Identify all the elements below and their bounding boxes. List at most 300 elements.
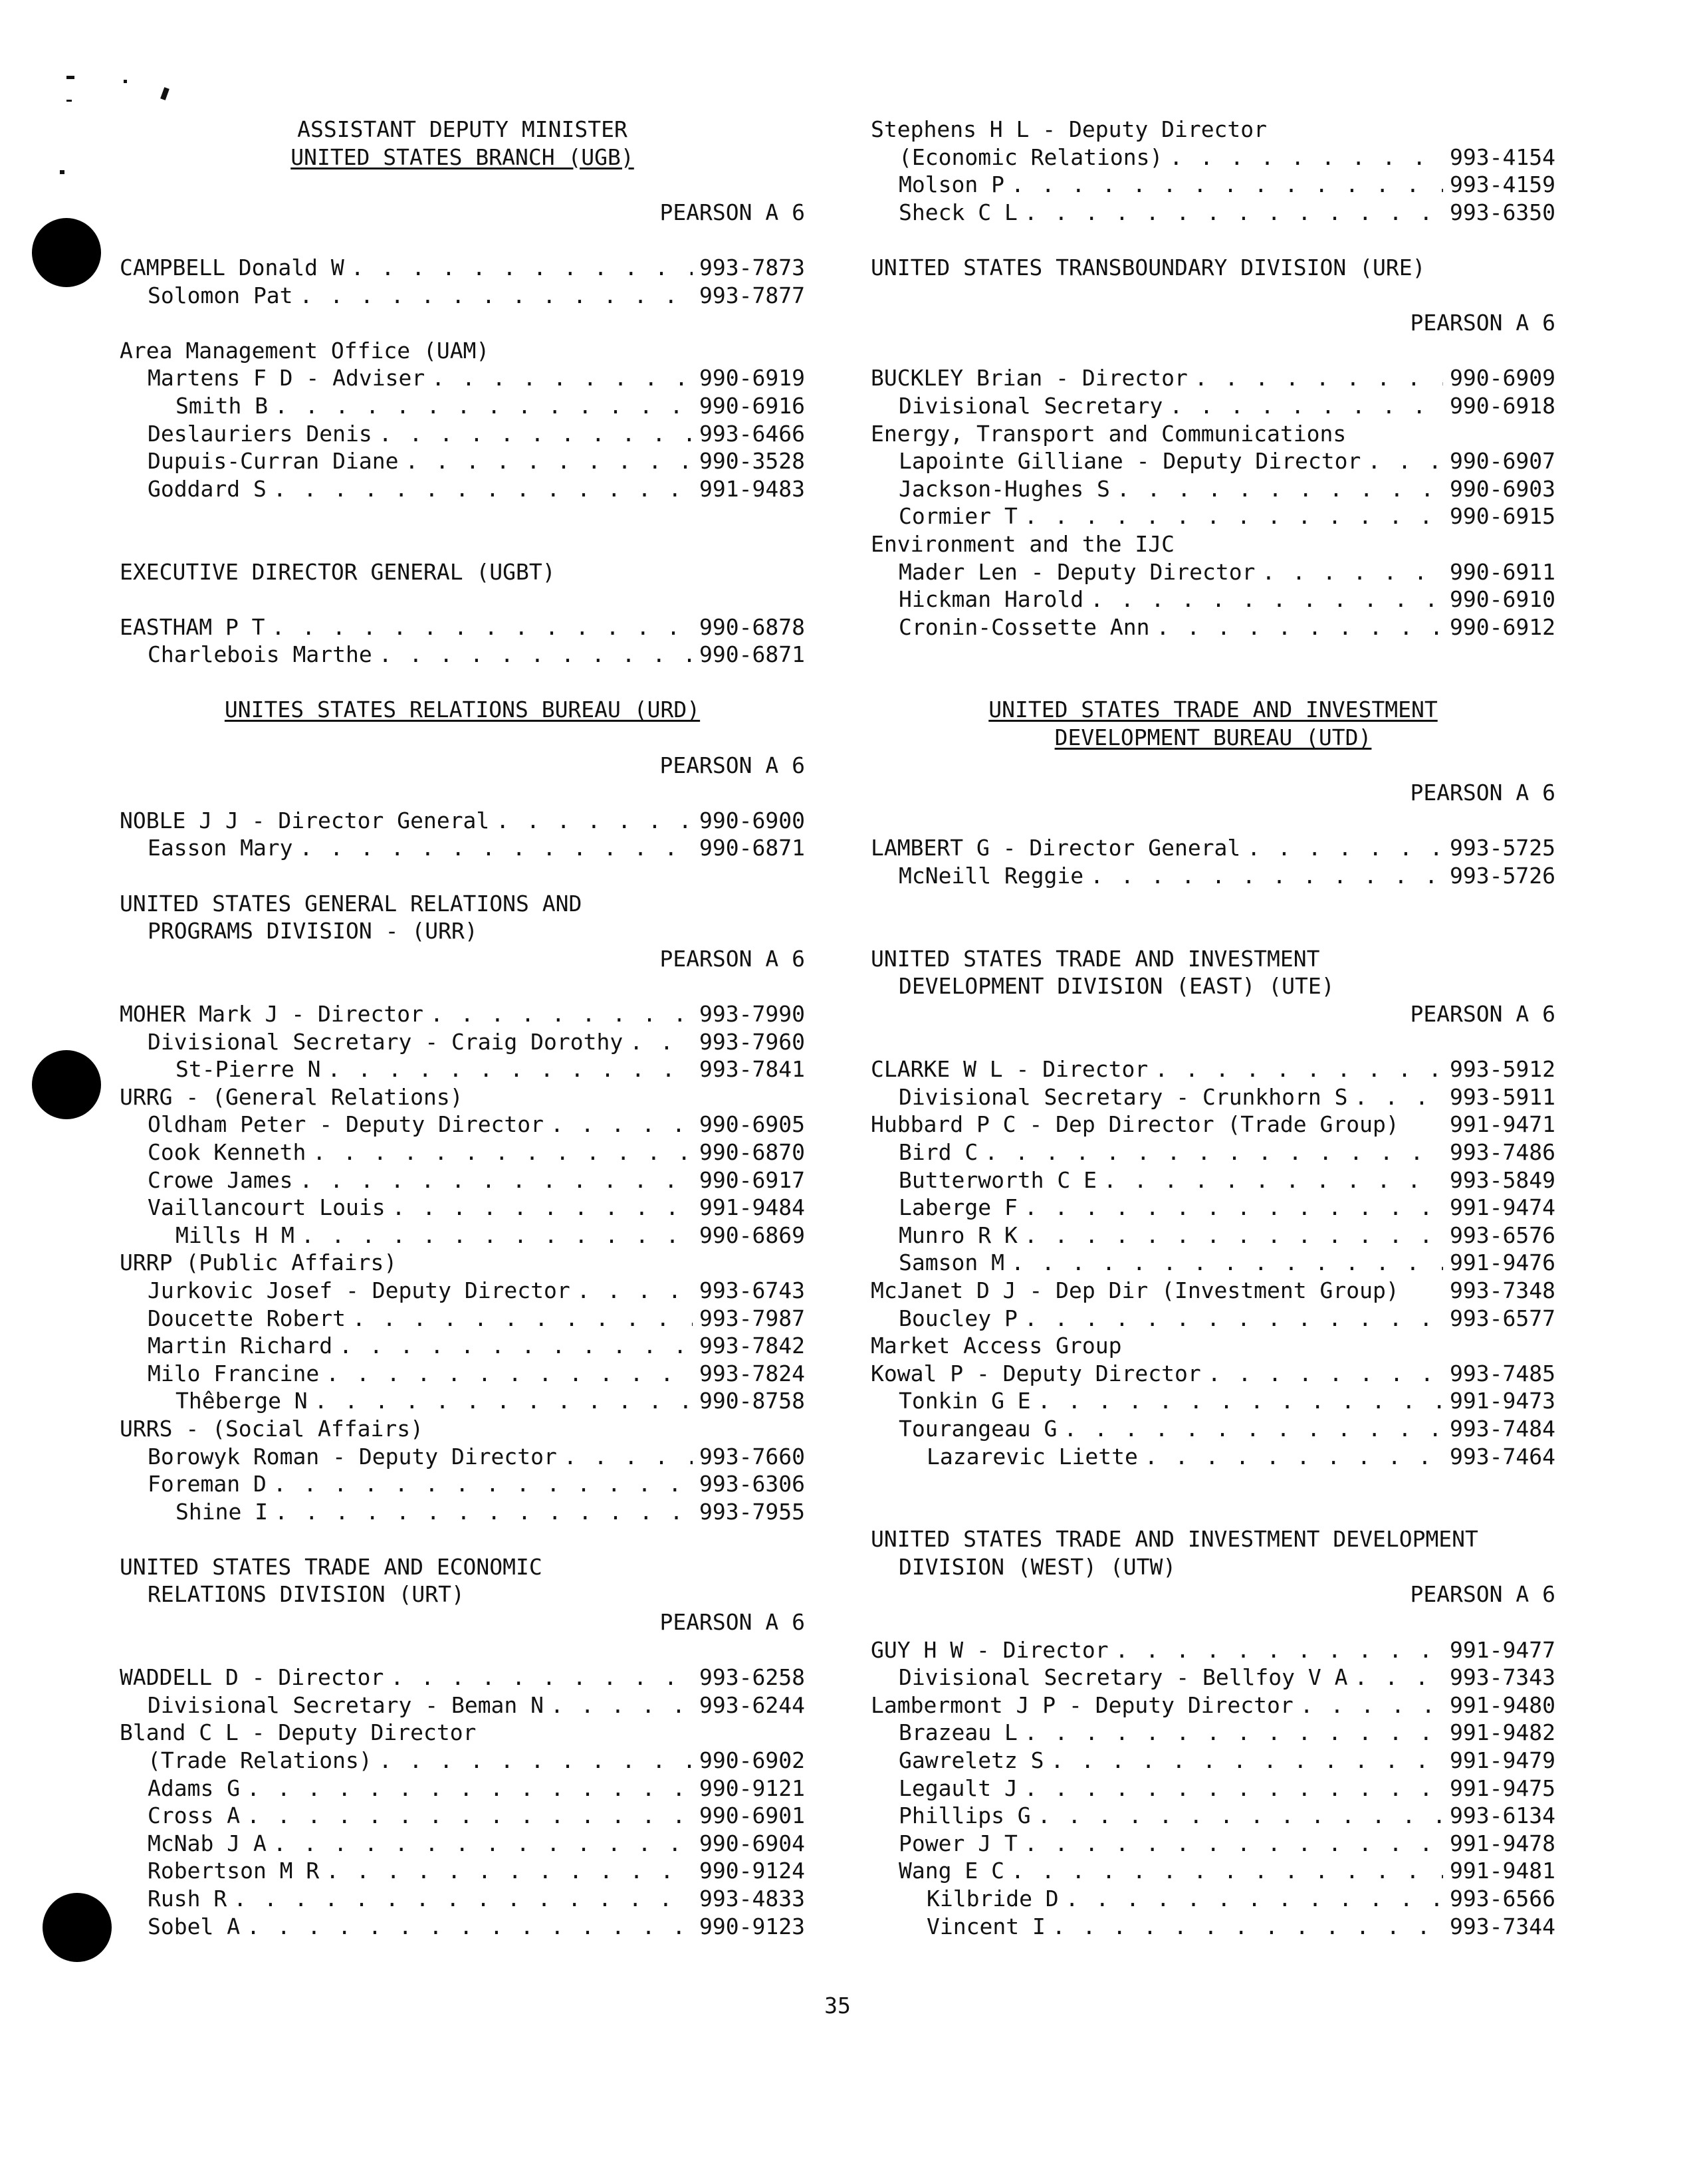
entry-name: Divisional Secretary - Bellfoy V A (899, 1664, 1348, 1691)
entry-phone: 993-6743 (699, 1277, 805, 1303)
entry-phone: 993-7485 (1450, 1360, 1555, 1386)
entry-phone: 991-9471 (1450, 1111, 1555, 1138)
group-label: RELATIONS DIVISION (URT) (148, 1581, 465, 1608)
blank-line (871, 337, 1555, 365)
entry-phone: 991-9483 (699, 475, 805, 502)
scan-speck (124, 80, 127, 83)
entry-name: Jackson-Hughes S (899, 475, 1110, 502)
entry-phone: 991-9481 (1450, 1858, 1555, 1884)
directory-entry (120, 1222, 805, 1250)
entry-phone: 990-6904 (699, 1830, 805, 1856)
dot-leader (352, 1305, 693, 1333)
entry-phone: 990-9124 (699, 1858, 805, 1884)
dot-leader (1115, 1636, 1443, 1664)
dot-leader (1052, 1913, 1443, 1941)
directory-entry (120, 1305, 805, 1333)
entry-phone: 990-9121 (699, 1775, 805, 1801)
entry-phone: 990-6869 (699, 1222, 805, 1248)
dot-leader (1300, 1692, 1443, 1719)
directory-entry (120, 1747, 805, 1775)
entry-name: LAMBERT G - Director General (871, 835, 1241, 861)
group-label: Market Access Group (871, 1333, 1122, 1359)
directory-entry (120, 641, 805, 669)
entry-name: Oldham Peter - Deputy Director (148, 1111, 544, 1138)
directory-entry (871, 1636, 1555, 1664)
directory-entry (120, 364, 805, 392)
dot-leader (314, 1387, 693, 1415)
dot-leader (1038, 1802, 1443, 1830)
entry-name: Hickman Harold (899, 586, 1084, 613)
entry-name: Cormier T (899, 503, 1018, 530)
entry-phone: 993-7873 (699, 254, 805, 280)
group-label: URRP (Public Affairs) (120, 1250, 397, 1276)
entry-phone: 993-5725 (1450, 835, 1555, 861)
directory-entry (120, 1139, 805, 1166)
entry-name: Shine I (175, 1498, 269, 1525)
entry-phone: 993-6566 (1450, 1886, 1555, 1911)
dot-leader (1024, 199, 1443, 227)
entry-phone: 993-6134 (1450, 1802, 1555, 1829)
directory-entry (871, 1857, 1555, 1885)
group-label: URRG - (General Relations) (120, 1083, 463, 1110)
entry-name: McNab J A (148, 1830, 267, 1856)
dot-leader (1157, 613, 1444, 641)
entry-phone: 993-7343 (1450, 1664, 1555, 1691)
entry-phone: 993-7842 (699, 1333, 805, 1359)
directory-entry (871, 1747, 1555, 1775)
directory-entry (871, 1111, 1555, 1139)
entry-name: Smith B (175, 392, 269, 419)
entry-phone: 991-9480 (1450, 1692, 1555, 1718)
entry-phone: 990-6902 (699, 1747, 805, 1774)
entry-phone: 990-8758 (699, 1388, 805, 1414)
dot-leader (1011, 171, 1443, 199)
dot-leader (1024, 1194, 1443, 1222)
entry-name: Rush R (148, 1886, 227, 1911)
dot-leader (1024, 1719, 1443, 1747)
entry-name: Cook Kenneth (148, 1139, 306, 1165)
directory-entry (871, 1885, 1555, 1913)
entry-name: Laberge F (899, 1194, 1018, 1221)
dot-leader (430, 1000, 693, 1028)
directory-entry (871, 613, 1555, 641)
directory-entry (120, 1664, 805, 1692)
directory-entry (120, 282, 805, 310)
scan-speck (66, 76, 74, 79)
dot-leader (328, 1055, 693, 1083)
dot-leader (1066, 1885, 1443, 1913)
section-heading (120, 144, 805, 171)
section-heading (871, 724, 1555, 752)
entry-phone: 990-3528 (699, 448, 805, 475)
entry-name: Jurkovic Josef - Deputy Director (148, 1277, 570, 1303)
dot-leader (275, 1498, 693, 1526)
directory-entry (120, 475, 805, 503)
dot-leader (1038, 1387, 1443, 1415)
entry-phone: 993-7484 (1450, 1415, 1555, 1442)
blank-line (120, 171, 805, 199)
directory-entry (120, 1443, 805, 1471)
section-heading-text: DEVELOPMENT BUREAU (UTD) (1054, 724, 1372, 751)
dot-leader (1194, 364, 1443, 392)
dot-leader (300, 1166, 693, 1194)
dot-leader (379, 420, 693, 448)
section-heading-text: UNITES STATES RELATIONS BUREAU (URD) (224, 697, 701, 723)
group-label: UNITED STATES TRADE AND INVESTMENT DEVELOPMENT (871, 1526, 1478, 1553)
entry-name: Vincent I (927, 1913, 1046, 1939)
entry-phone: 993-6466 (699, 420, 805, 447)
directory-entry (871, 1083, 1555, 1111)
dot-leader (550, 1692, 693, 1719)
entry-phone: 993-5726 (1450, 863, 1555, 889)
directory-entry (871, 558, 1555, 586)
entry-name: Brazeau L (899, 1719, 1018, 1746)
entry-phone: 990-6918 (1450, 392, 1555, 419)
entry-name: Mills H M (175, 1222, 294, 1248)
blank-line (871, 282, 1555, 310)
entry-name: Tourangeau G (899, 1415, 1058, 1442)
entry-phone: 990-6915 (1450, 503, 1555, 530)
directory-entry (871, 144, 1555, 171)
entry-name: Lapointe Gilliane - Deputy Director (899, 448, 1361, 475)
dot-leader (339, 1332, 693, 1360)
dot-leader (390, 1664, 693, 1692)
dot-leader (247, 1775, 693, 1802)
entry-name: Deslauriers Denis (148, 420, 372, 447)
dot-leader (351, 254, 693, 282)
entry-name: Solomon Pat (148, 282, 293, 308)
directory-entry (871, 1139, 1555, 1166)
directory-entry (871, 1194, 1555, 1222)
directory-entry (871, 392, 1555, 420)
entry-name: Hubbard P C - Dep Director (Trade Group) (871, 1111, 1399, 1138)
entry-phone: 993-6576 (1450, 1222, 1555, 1248)
entry-name: GUY H W - Director (871, 1636, 1109, 1663)
entry-phone: 993-7344 (1450, 1913, 1555, 1939)
entry-phone: 993-7486 (1450, 1139, 1555, 1165)
location-label: PEARSON A 6 (659, 752, 805, 778)
directory-entry (120, 420, 805, 448)
dot-leader (405, 447, 693, 475)
location-label: PEARSON A 6 (1410, 310, 1555, 336)
blank-line (871, 1470, 1555, 1498)
blank-line (871, 807, 1555, 835)
group-label: PROGRAMS DIVISION - (URR) (148, 918, 478, 944)
section-heading-text: UNITED STATES TRADE AND INVESTMENT (988, 697, 1438, 723)
entry-phone: 991-9479 (1450, 1747, 1555, 1774)
location-label: PEARSON A 6 (659, 1609, 805, 1636)
directory-entry (120, 1498, 805, 1526)
entry-name: NOBLE J J - Director General (120, 807, 490, 833)
entry-name: BUCKLEY Brian - Director (871, 365, 1188, 391)
entry-name: McJanet D J - Dep Dir (Investment Group) (871, 1277, 1399, 1303)
blank-line (120, 862, 805, 890)
entry-phone: 993-7990 (699, 1001, 805, 1027)
directory-entry (871, 1305, 1555, 1333)
directory-entry (871, 1719, 1555, 1747)
entry-name: Easson Mary (148, 835, 293, 861)
directory-entry (120, 1775, 805, 1802)
entry-phone: 993-7660 (699, 1443, 805, 1470)
directory-entry (120, 1913, 805, 1941)
entry-name: Phillips G (899, 1802, 1031, 1829)
directory-entry (871, 1387, 1555, 1415)
dot-leader (984, 1139, 1443, 1166)
entry-phone: 990-6871 (699, 641, 805, 668)
entry-name: Thêberge N (175, 1388, 308, 1414)
entry-name: Butterworth C E (899, 1166, 1097, 1193)
directory-entry (120, 1830, 805, 1858)
entry-name: Adams G (148, 1775, 241, 1801)
entry-phone: 993-7464 (1450, 1443, 1555, 1470)
group-label: DEVELOPMENT DIVISION (EAST) (UTE) (899, 973, 1335, 1000)
entry-name: Robertson M R (148, 1858, 320, 1884)
blank-line (871, 669, 1555, 697)
dot-leader (273, 1470, 693, 1498)
dot-leader (247, 1802, 693, 1830)
directory-entry (120, 613, 805, 641)
entry-name: Sheck C L (899, 199, 1018, 225)
directory-entry (120, 1885, 805, 1913)
punch-hole (43, 1893, 112, 1962)
directory-entry (871, 862, 1555, 890)
entry-name: Tonkin G E (899, 1388, 1031, 1414)
entry-name: Cross A (148, 1802, 241, 1829)
dot-leader (1117, 475, 1443, 503)
dot-leader (301, 1222, 693, 1250)
dot-leader (1024, 1305, 1443, 1333)
dot-leader (275, 392, 693, 420)
group-label: Stephens H L - Deputy Director (871, 116, 1268, 142)
entry-name: Kowal P - Deputy Director (871, 1360, 1201, 1386)
dot-leader (379, 1747, 693, 1775)
entry-phone: 990-9123 (699, 1913, 805, 1939)
dot-leader (1024, 502, 1443, 530)
directory-entry (120, 1332, 805, 1360)
entry-name: Divisional Secretary - Beman N (148, 1692, 544, 1718)
dot-leader (1208, 1360, 1443, 1388)
entry-name: Crowe James (148, 1166, 293, 1193)
directory-entry (120, 1692, 805, 1719)
dot-leader (247, 1913, 693, 1941)
entry-phone: 991-9477 (1450, 1636, 1555, 1663)
entry-phone: 993-6577 (1450, 1305, 1555, 1331)
blank-line (120, 309, 805, 337)
entry-phone: 990-6871 (699, 835, 805, 861)
dot-leader (1169, 392, 1443, 420)
dot-leader (1051, 1747, 1444, 1775)
directory-entry (120, 1470, 805, 1498)
dot-leader (1024, 1222, 1443, 1250)
entry-phone: 991-9473 (1450, 1388, 1555, 1414)
entry-phone: 990-6870 (699, 1139, 805, 1165)
group-label: UNITED STATES TRADE AND INVESTMENT (871, 945, 1320, 972)
group-label: UNITED STATES TRADE AND ECONOMIC (120, 1553, 542, 1580)
blank-line (120, 1525, 805, 1553)
blank-line (120, 226, 805, 254)
blank-line (120, 1636, 805, 1664)
directory-entry (120, 254, 805, 282)
entry-name: (Economic Relations) (899, 144, 1163, 170)
scan-speck (66, 100, 72, 102)
dot-leader (1155, 1055, 1443, 1083)
group-label: DIVISION (WEST) (UTW) (899, 1553, 1177, 1580)
entry-name: Foreman D (148, 1471, 267, 1497)
dot-leader (496, 807, 693, 835)
directory-entry (871, 1222, 1555, 1250)
dot-leader (629, 1028, 693, 1056)
entry-phone: 991-9476 (1450, 1250, 1555, 1276)
entry-phone: 993-7841 (699, 1056, 805, 1083)
dot-leader (273, 475, 693, 503)
dot-leader (1011, 1249, 1443, 1277)
entry-name: St-Pierre N (175, 1056, 321, 1083)
entry-phone: 993-4154 (1450, 144, 1555, 170)
entry-phone: 990-6909 (1450, 365, 1555, 391)
page-number: 35 (824, 1993, 851, 2019)
left-column (120, 116, 805, 1940)
entry-name: Borowyk Roman - Deputy Director (148, 1443, 557, 1470)
directory-entry (120, 1194, 805, 1222)
directory-entry (120, 1028, 805, 1056)
location-label: PEARSON A 6 (1410, 780, 1555, 806)
entry-name: MOHER Mark J - Director (120, 1001, 423, 1027)
entry-name: Samson M (899, 1250, 1004, 1276)
dot-leader (1247, 834, 1443, 862)
entry-name: Lambermont J P - Deputy Director (871, 1692, 1294, 1718)
directory-entry (120, 1055, 805, 1083)
directory-entry (120, 1802, 805, 1830)
entry-phone: 993-7960 (699, 1028, 805, 1055)
entry-phone: 993-7824 (699, 1360, 805, 1386)
dot-leader (1367, 447, 1443, 475)
directory-entry (871, 1055, 1555, 1083)
directory-entry (871, 1443, 1555, 1471)
blank-line (871, 641, 1555, 669)
entry-phone: 993-4833 (699, 1886, 805, 1911)
entry-phone: 991-9474 (1450, 1194, 1555, 1221)
entry-phone: 990-6900 (699, 807, 805, 833)
location-label: PEARSON A 6 (1410, 1581, 1555, 1608)
directory-entry (871, 199, 1555, 227)
blank-line (120, 972, 805, 1000)
group-label: UNITED STATES GENERAL RELATIONS AND (120, 890, 582, 917)
entry-name: Goddard S (148, 475, 267, 502)
entry-phone: 993-6258 (699, 1664, 805, 1691)
group-label: URRS - (Social Affairs) (120, 1415, 423, 1442)
dot-leader (326, 1360, 693, 1388)
directory-entry (120, 1857, 805, 1885)
entry-name: Dupuis-Curran Diane (148, 448, 399, 475)
dot-leader (1090, 862, 1443, 890)
section-heading-text: UNITED STATES BRANCH (UGB) (290, 144, 634, 170)
punch-hole (32, 218, 101, 287)
dot-leader (431, 364, 693, 392)
entry-phone: 991-9484 (699, 1194, 805, 1221)
directory-entry (871, 1775, 1555, 1802)
blank-line (871, 226, 1555, 254)
dot-leader (1262, 558, 1443, 586)
dot-leader (1355, 1083, 1444, 1111)
entry-phone: 990-6907 (1450, 448, 1555, 475)
directory-entry (120, 807, 805, 835)
scan-speck (160, 87, 170, 100)
entry-name: Kilbride D (927, 1886, 1059, 1911)
directory-entry (120, 1360, 805, 1388)
entry-name: Sobel A (148, 1913, 241, 1939)
entry-phone: 993-7877 (699, 282, 805, 308)
dot-leader (1024, 1775, 1443, 1802)
blank-line (871, 917, 1555, 945)
dot-leader (272, 613, 693, 641)
punch-hole (32, 1050, 101, 1119)
directory-entry (871, 1415, 1555, 1443)
entry-phone: 993-7987 (699, 1305, 805, 1331)
entry-phone: 993-7348 (1450, 1277, 1555, 1303)
directory-entry (871, 447, 1555, 475)
entry-name: Doucette Robert (148, 1305, 346, 1331)
entry-name: Milo Francine (148, 1360, 320, 1386)
dot-leader (233, 1885, 693, 1913)
entry-phone: 990-6901 (699, 1802, 805, 1829)
entry-phone: 993-5911 (1450, 1083, 1555, 1110)
dot-leader (577, 1277, 693, 1305)
section-heading (120, 116, 805, 144)
group-label: Area Management Office (UAM) (120, 337, 490, 364)
entry-name: (Trade Relations) (148, 1747, 372, 1774)
entry-phone: 991-9482 (1450, 1719, 1555, 1746)
section-heading (871, 696, 1555, 724)
entry-phone: 990-6919 (699, 365, 805, 391)
entry-name: CAMPBELL Donald W (120, 254, 344, 280)
blank-line (871, 1498, 1555, 1526)
blank-line (120, 502, 805, 530)
entry-phone: 993-7955 (699, 1498, 805, 1525)
entry-name: CLARKE W L - Director (871, 1056, 1149, 1083)
entry-phone: 990-6917 (699, 1166, 805, 1193)
entry-phone: 990-6905 (699, 1111, 805, 1138)
blank-line (871, 1028, 1555, 1056)
section-heading-text: ASSISTANT DEPUTY MINISTER (297, 116, 627, 142)
entry-name: Vaillancourt Louis (148, 1194, 386, 1221)
entry-phone: 991-9478 (1450, 1830, 1555, 1856)
directory-entry (871, 1802, 1555, 1830)
blank-line (120, 779, 805, 807)
dot-leader (1064, 1415, 1443, 1443)
entry-phone: 990-6903 (1450, 475, 1555, 502)
location-label: PEARSON A 6 (659, 945, 805, 972)
dot-leader (1103, 1166, 1443, 1194)
section-heading (120, 696, 805, 724)
directory-entry (120, 834, 805, 862)
directory-entry (120, 1166, 805, 1194)
dot-leader (1145, 1443, 1443, 1471)
directory-entry (871, 1913, 1555, 1941)
entry-name: Wang E C (899, 1858, 1004, 1884)
entry-phone: 990-6912 (1450, 613, 1555, 640)
directory-entry (120, 447, 805, 475)
directory-entry (871, 171, 1555, 199)
entry-name: Martin Richard (148, 1333, 333, 1359)
directory-entry (871, 1830, 1555, 1858)
entry-phone: 990-6878 (699, 613, 805, 640)
dot-leader (300, 834, 693, 862)
directory-entry (120, 392, 805, 420)
entry-name: Bird C (899, 1139, 978, 1165)
scan-speck (60, 170, 64, 174)
directory-entry (120, 1111, 805, 1139)
dot-leader (379, 641, 693, 669)
